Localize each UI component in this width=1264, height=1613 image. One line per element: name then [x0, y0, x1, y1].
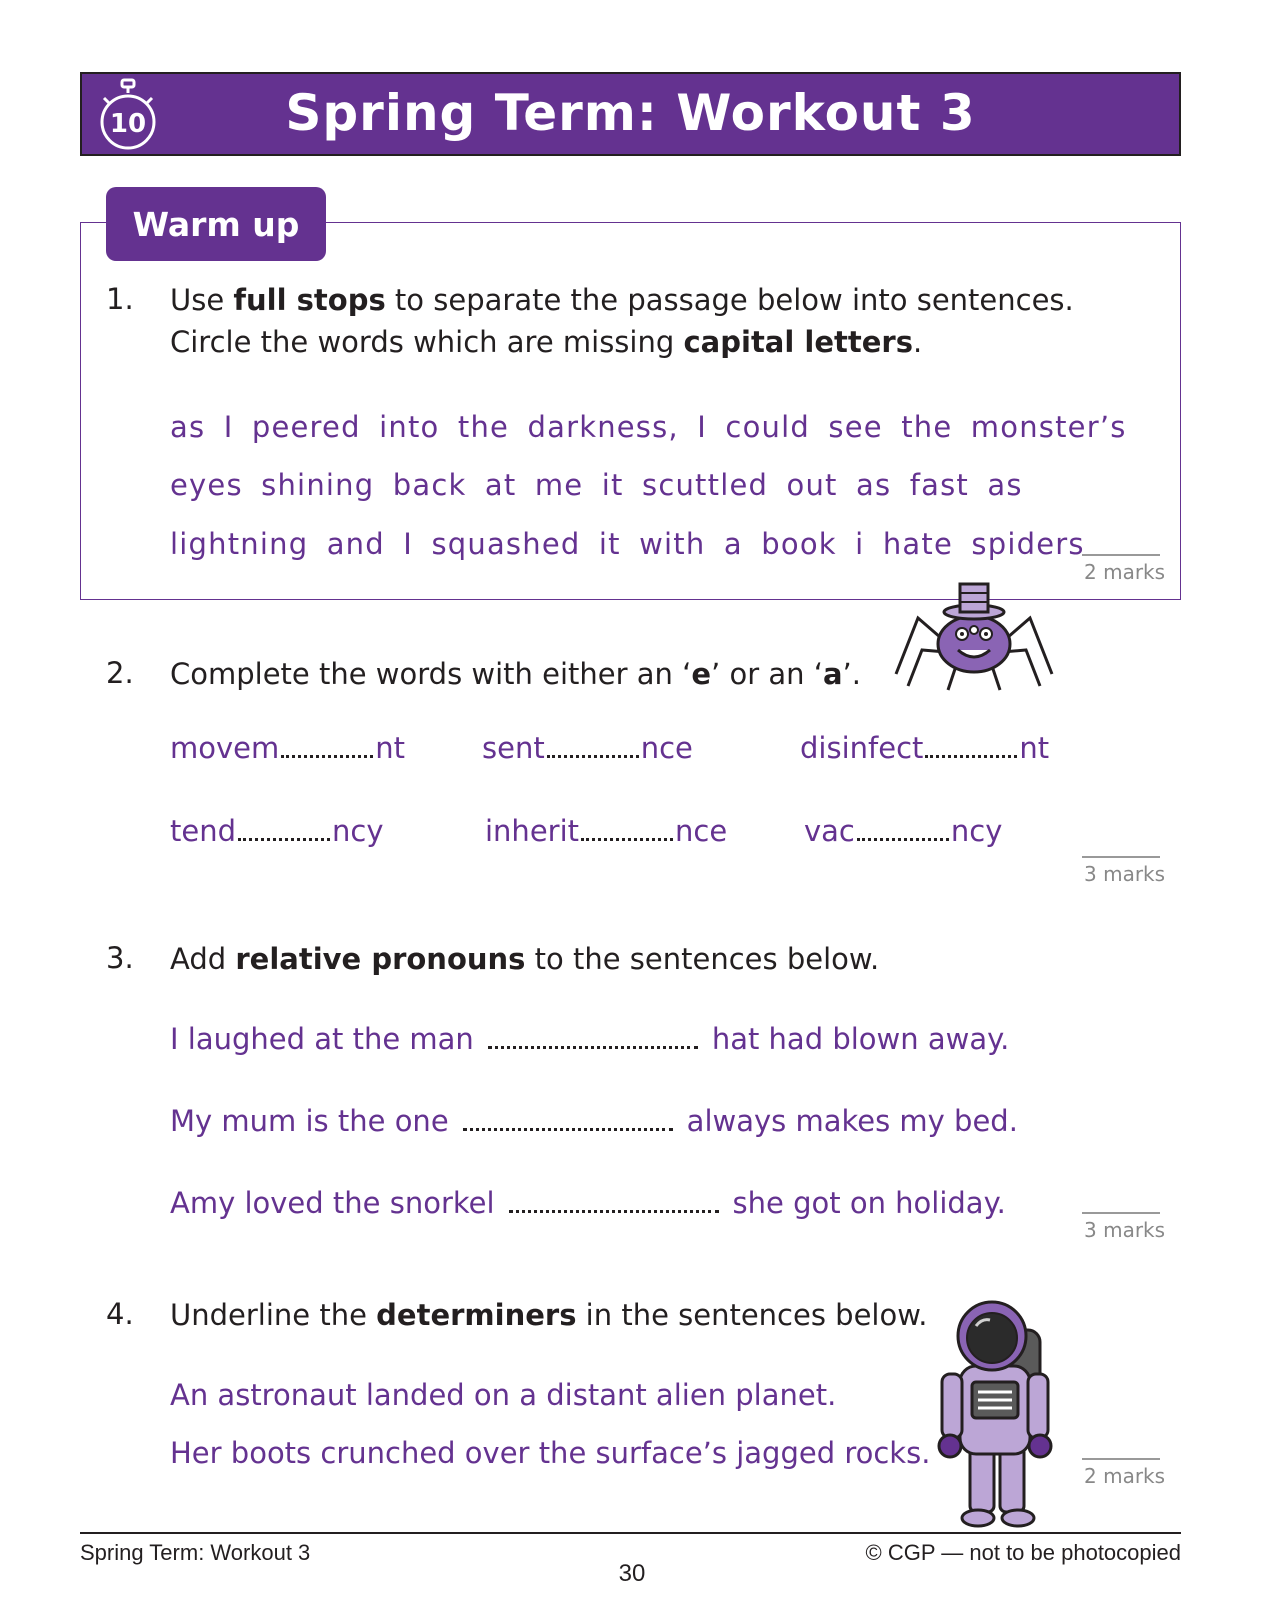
q2-marks: 3 marks — [1084, 862, 1166, 886]
q3-marks-line — [1082, 1212, 1160, 1214]
q1-passage-line: lightning and I squashed it with a book i hate spiders — [170, 527, 1085, 561]
footer-title: Spring Term: Workout 3 — [80, 1540, 311, 1565]
q3-sentence: I laughed at the man hat had blown away. — [170, 1022, 1010, 1056]
q4-sentence: An astronaut landed on a distant alien planet. — [170, 1378, 837, 1412]
q3-sentence: My mum is the one always makes my bed. — [170, 1104, 1018, 1138]
warmup-label: Warm up — [106, 187, 326, 261]
page-title: Spring Term: Workout 3 — [285, 84, 976, 142]
page-number: 30 — [618, 1560, 646, 1587]
q1-instruction-line1: Use full stops to separate the passage below into sentences. — [170, 283, 1074, 317]
q1-marks: 2 marks — [1084, 560, 1166, 584]
q2-word: inherit nce — [485, 814, 728, 848]
page-header — [80, 72, 1181, 156]
q4-number: 4. — [106, 1297, 134, 1331]
q1-marks-line — [1082, 554, 1160, 556]
q3-number: 3. — [106, 941, 134, 975]
q4-sentence: Her boots crunched over the surface’s jagged rocks. — [170, 1436, 931, 1470]
spider-illustration — [888, 578, 1060, 696]
q1-passage-line: eyes shining back at me it scuttled out as fast as — [170, 468, 1023, 502]
q2-word: sent nce — [482, 731, 693, 765]
q2-word: tend ncy — [170, 814, 384, 848]
q1-instruction-line2: Circle the words which are missing capital letters. — [170, 325, 923, 359]
timer-minutes: 10 — [109, 109, 147, 139]
q1-passage-line: as I peered into the darkness, I could see the monster’s — [170, 410, 1127, 444]
q3-instruction: Add relative pronouns to the sentences below. — [170, 942, 880, 976]
q2-word: disinfect nt — [800, 731, 1050, 765]
footer-divider — [80, 1532, 1181, 1534]
q4-marks: 2 marks — [1084, 1464, 1166, 1488]
q4-marks-line — [1082, 1458, 1160, 1460]
q4-instruction: Underline the determiners in the sentences below. — [170, 1298, 928, 1332]
q3-sentence: Amy loved the snorkel she got on holiday. — [170, 1186, 1006, 1220]
footer-copyright: © CGP — not to be photocopied — [865, 1540, 1181, 1565]
q2-marks-line — [1082, 856, 1160, 858]
q2-number: 2. — [106, 656, 134, 690]
q1-number: 1. — [106, 282, 134, 316]
q2-word: vac ncy — [804, 814, 1003, 848]
q2-word: movem nt — [170, 731, 406, 765]
astronaut-illustration — [930, 1296, 1060, 1530]
q3-marks: 3 marks — [1084, 1218, 1166, 1242]
q2-instruction: Complete the words with either an ‘e’ or an ‘a’. — [170, 657, 861, 691]
